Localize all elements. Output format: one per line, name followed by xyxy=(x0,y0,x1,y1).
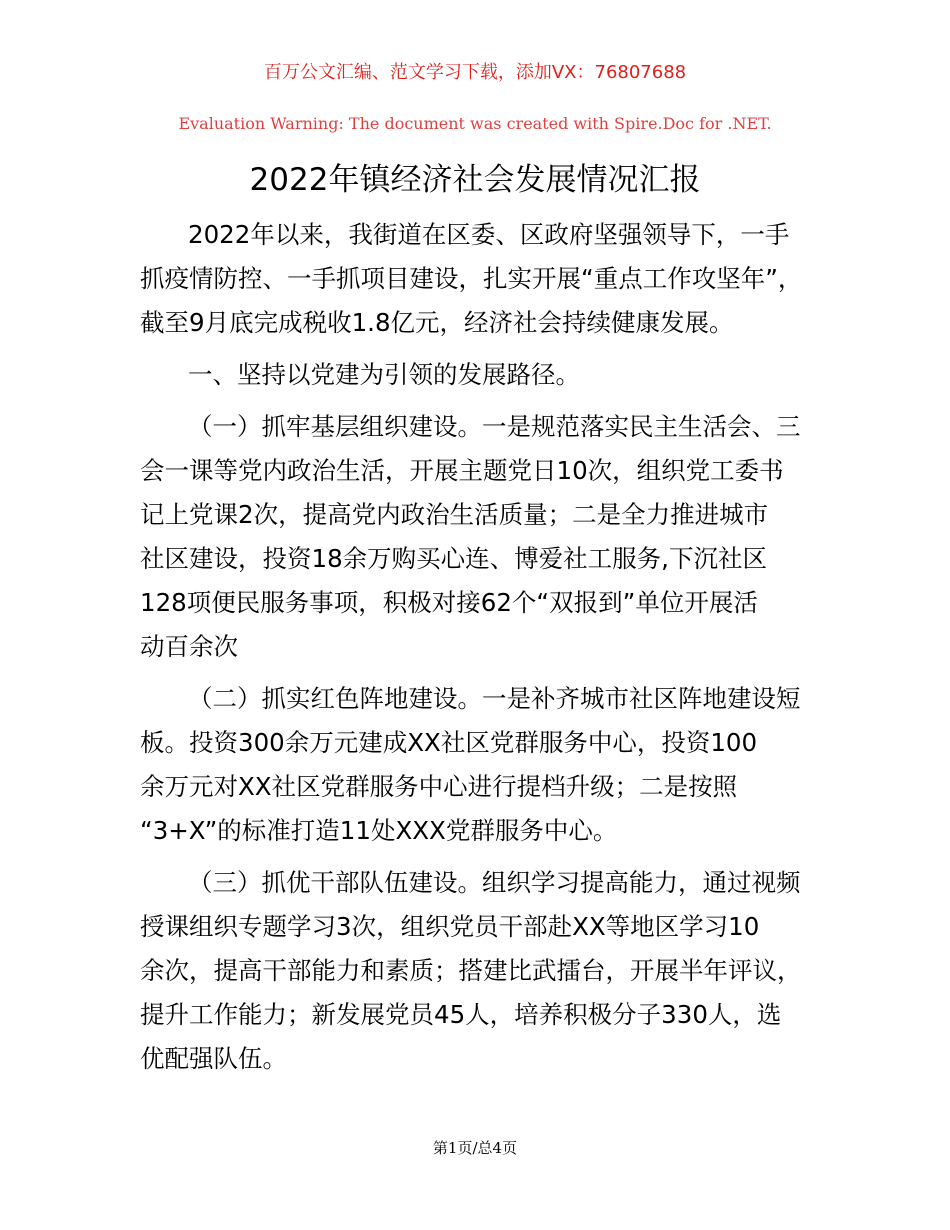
text-line: 社区建设，投资18余万购买心连、博爱社工服务,下沉社区 xyxy=(140,544,767,573)
ad-banner: 百万公文汇编、范文学习下载，添加VX：76807688 xyxy=(263,62,687,83)
paragraph xyxy=(140,353,840,397)
text-line: 余次，提高干部能力和素质；搭建比武擂台，开展半年评议， xyxy=(140,956,802,985)
text-line: 会一课等党内政治生活，开展主题党日10次，组织党工委书 xyxy=(140,456,784,485)
text-line: 一、坚持以党建为引领的发展路径。 xyxy=(188,360,580,389)
text-line: 提升工作能力；新发展党员45人，培养积极分子330人，选 xyxy=(140,1000,782,1029)
document-title: 2022年镇经济社会发展情况汇报 xyxy=(249,162,701,198)
text-line: 抓疫情防控、一手抓项目建设，扎实开展“重点工作攻坚年”， xyxy=(140,264,803,293)
text-line: 2022年以来，我街道在区委、区政府坚强领导下，一手 xyxy=(188,220,790,249)
text-line: 授课组织专题学习3次，组织党员干部赴XX等地区学习10 xyxy=(140,912,760,941)
text-line: （二）抓实红色阵地建设。一是补齐城市社区阵地建设短 xyxy=(188,684,801,713)
paragraph xyxy=(140,213,840,345)
text-line: 记上党课2次，提高党内政治生活质量；二是全力推进城市 xyxy=(140,500,769,529)
text-line: 板。投资300余万元建成XX社区党群服务中心，投资100 xyxy=(140,728,758,757)
text-line: 截至9月底完成税收1.8亿元，经济社会持续健康发展。 xyxy=(140,308,734,337)
text-line: 优配强队伍。 xyxy=(140,1044,287,1073)
text-line: “3+X”的标准打造11处XXX党群服务中心。 xyxy=(140,816,618,845)
page-number: 第1页/总4页 xyxy=(432,1139,518,1157)
paragraph xyxy=(140,861,840,1081)
text-line: 余万元对XX社区党群服务中心进行提档升级；二是按照 xyxy=(140,772,738,801)
paragraph xyxy=(140,677,840,853)
text-line: 动百余次 xyxy=(140,632,238,661)
text-line: 128项便民服务事项，积极对接62个“双报到”单位开展活 xyxy=(140,588,758,617)
document-body xyxy=(140,213,840,1089)
paragraph xyxy=(140,405,840,669)
text-line: （一）抓牢基层组织建设。一是规范落实民主生活会、三 xyxy=(188,412,801,441)
evaluation-warning: Evaluation Warning: The document was created with Spire.Doc for .NET. xyxy=(178,114,772,133)
text-line: （三）抓优干部队伍建设。组织学习提高能力，通过视频 xyxy=(188,868,801,897)
